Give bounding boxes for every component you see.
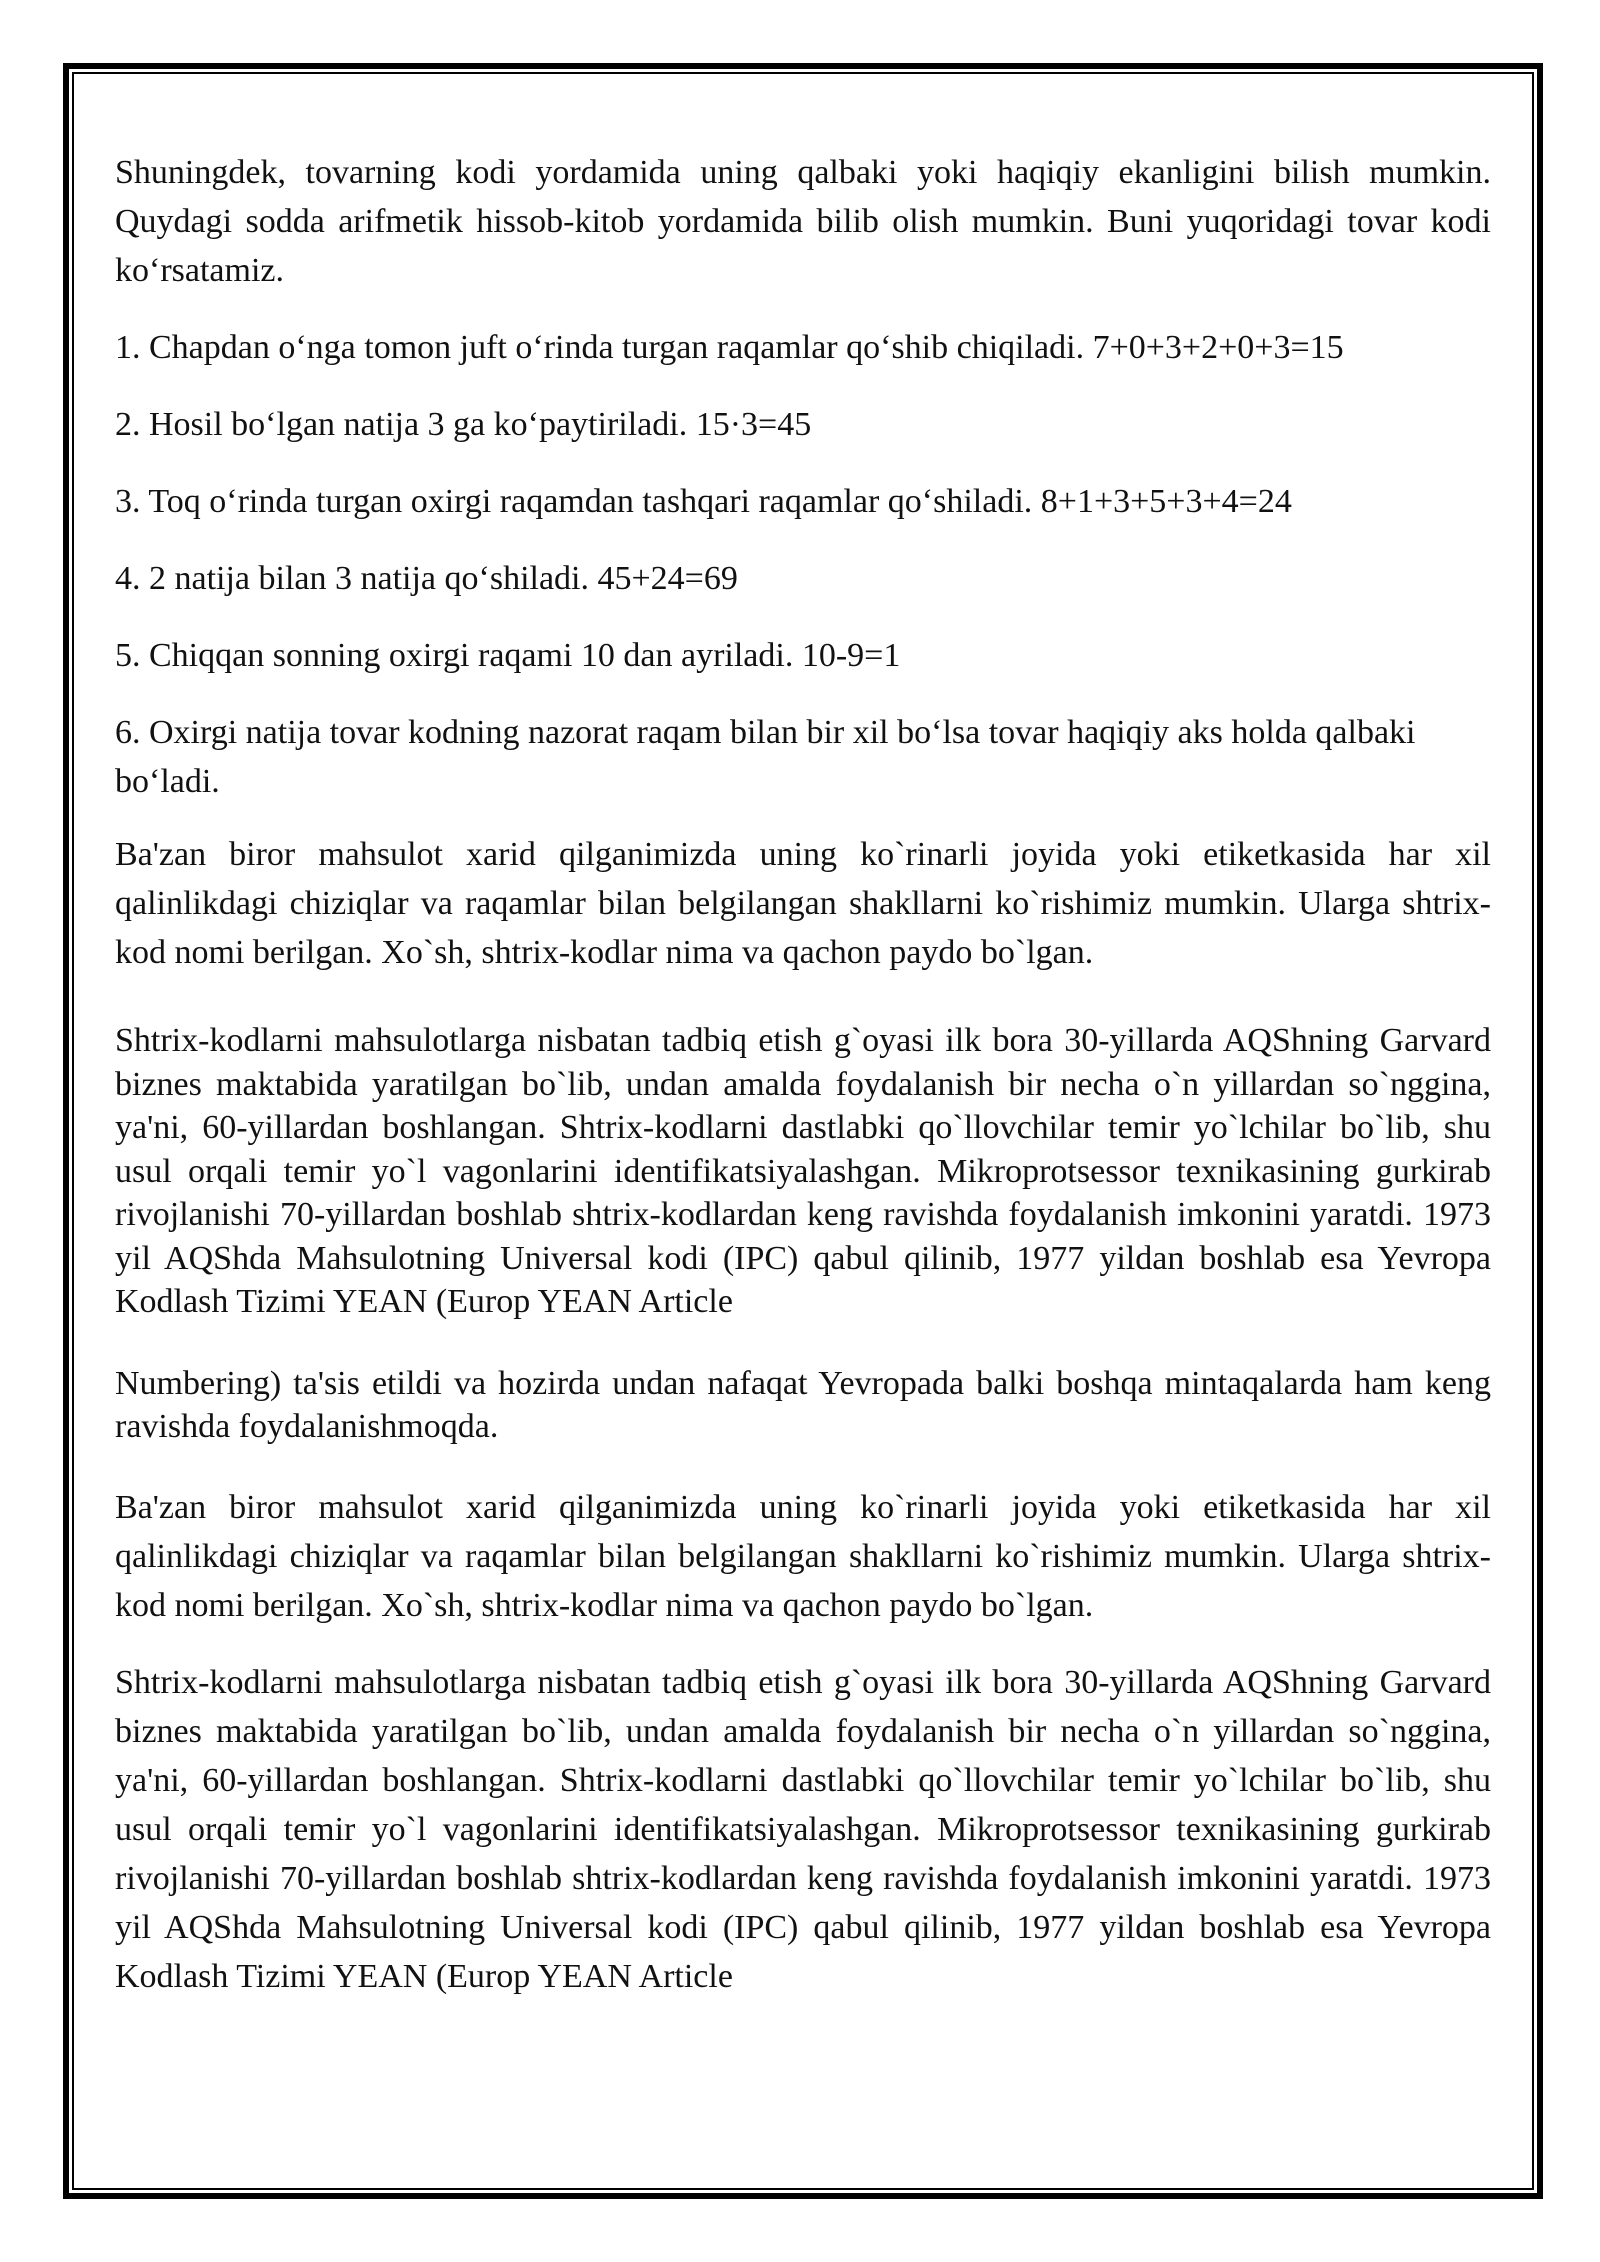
- numbering-paragraph: Numbering) ta'sis etildi va hozirda undan nafaqat Yevropada balki boshqa mintaqalarda ham keng ravishda foydalanishmoqda.: [115, 1364, 1491, 1445]
- step-5: 5. Chiqqan sonning oxirgi raqami 10 dan ayriladi. 10-9=1: [115, 637, 901, 674]
- step-2: 2. Hosil bo‘lgan natija 3 ga ko‘paytiriladi. 15·3=45: [115, 406, 812, 443]
- step-4: 4. 2 natija bilan 3 natija qo‘shiladi. 45+24=69: [115, 560, 738, 597]
- page-content: [115, 148, 1491, 2029]
- step-1: 1. Chapdan o‘nga tomon juft o‘rinda turgan raqamlar qo‘shib chiqiladi. 7+0+3+2+0+3=15: [115, 329, 1344, 366]
- step-6: 6. Oxirgi natija tovar kodning nazorat raqam bilan bir xil bo‘lsa tovar haqiqiy aks holda qalbaki bo‘ladi.: [115, 714, 1416, 800]
- barcode-intro-paragraph: Ba'zan biror mahsulot xarid qilganimizda uning ko`rinarli joyida yoki etiketkasida har xil qalinlikdagi chiziqlar va raqamlar bilan belgilangan shakllarni ko`rishimiz mumkin. Ularga shtrix-kod nomi berilgan. Xo`sh, shtrix-kodlar nima va qachon paydo bo`lgan.: [115, 836, 1491, 971]
- step-3: 3. Toq o‘rinda turgan oxirgi raqamdan tashqari raqamlar qo‘shiladi. 8+1+3+5+3+4=24: [115, 483, 1292, 520]
- history-paragraph-repeat: Shtrix-kodlarni mahsulotlarga nisbatan tadbiq etish g`oyasi ilk bora 30-yillarda AQShning Garvard biznes maktabida yaratilgan bo`lib, undan amalda foydalanish bir necha o`n yillardan so`nggina, ya'ni, 60-yillardan boshlangan. Shtrix-kodlarni dastlabki qo`llovchilar temir yo`lchilar bo`lib, shu usul orqali temir yo`l vagonlarini identifikatsiyalashgan. Mikroprotsessor texnikasining gurkirab rivojlanishi 70-yillardan boshlab shtrix-kodlardan keng ravishda foydalanish imkonini yaratdi. 1973 yil AQShda Mahsulotning Universal kodi (IPC) qabul qilinib, 1977 yildan boshlab esa Yevropa Kodlash Tizimi YEAN (Europ YEAN Article: [115, 1663, 1491, 1995]
- intro-paragraph: Shuningdek, tovarning kodi yordamida uning qalbaki yoki haqiqiy ekanligini bilish mumkin. Quydagi sodda arifmetik hissob-kitob yordamida bilib olish mumkin. Buni yuqoridagi tovar kodi ko‘rsatamiz.: [115, 154, 1491, 289]
- history-paragraph: Shtrix-kodlarni mahsulotlarga nisbatan tadbiq etish g`oyasi ilk bora 30-yillarda AQShning Garvard biznes maktabida yaratilgan bo`lib, undan amalda foydalanish bir necha o`n yillardan so`nggina, ya'ni, 60-yillardan boshlangan. Shtrix-kodlarni dastlabki qo`llovchilar temir yo`lchilar bo`lib, shu usul orqali temir yo`l vagonlarini identifikatsiyalashgan. Mikroprotsessor texnikasining gurkirab rivojlanishi 70-yillardan boshlab shtrix-kodlardan keng ravishda foydalanish imkonini yaratdi. 1973 yil AQShda Mahsulotning Universal kodi (IPC) qabul qilinib, 1977 yildan boshlab esa Yevropa Kodlash Tizimi YEAN (Europ YEAN Article: [115, 1022, 1491, 1320]
- barcode-intro-paragraph-repeat: Ba'zan biror mahsulot xarid qilganimizda uning ko`rinarli joyida yoki etiketkasida har xil qalinlikdagi chiziqlar va raqamlar bilan belgilangan shakllarni ko`rishimiz mumkin. Ularga shtrix-kod nomi berilgan. Xo`sh, shtrix-kodlar nima va qachon paydo bo`lgan.: [115, 1488, 1491, 1624]
